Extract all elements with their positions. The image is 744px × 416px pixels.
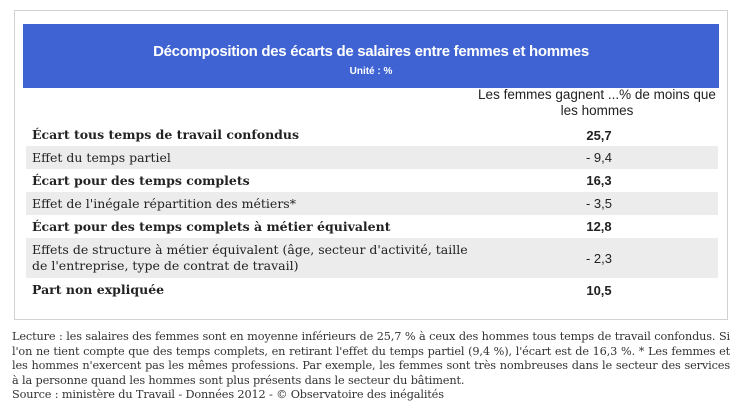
source-line: Source : ministère du Travail - Données 2012 - © Observatoire des inégalités — [12, 388, 444, 401]
table-unit: Unité : % — [349, 66, 393, 77]
row-label: Part non expliquée — [32, 282, 165, 297]
table-row — [26, 278, 718, 302]
row-label: Écart tous temps de travail confondus — [32, 127, 300, 142]
table-row — [26, 124, 718, 146]
table-row — [26, 146, 718, 169]
table-title: Décomposition des écarts de salaires entre femmes et hommes — [153, 43, 589, 60]
table-row — [26, 192, 718, 215]
footnote — [12, 330, 730, 403]
row-value: 25,7 — [586, 127, 612, 143]
row-value: 12,8 — [586, 219, 612, 234]
row-value: - 3,5 — [585, 196, 612, 211]
table-row — [26, 169, 718, 192]
row-label: Effet du temps partiel — [32, 149, 171, 165]
table-row — [26, 215, 718, 238]
row-label: Écart pour des temps complets à métier équivalent — [32, 218, 391, 234]
table-header — [23, 24, 719, 88]
reading-note: Lecture : les salaires des femmes sont en moyenne inférieurs de 25,7 % à ceux des hommes tous temps de travail confondus. Si l'on ne tient compte que des temps complets, en retirant l'effet du temps partiel (9,4 %), l'écart est de 16,3 %. * Les femmes et les hommes n'exercent pas les mêmes professions. Par exemple, les femmes sont très nombreuses dans le secteur des services à la personne quand les hommes sont plus présents dans le secteur du bâtiment. — [12, 330, 730, 387]
row-label: Effets de structure à métier équivalent (âge, secteur d'activité, taille de l'entreprise, type de contrat de travail) — [32, 242, 468, 273]
table-row — [26, 238, 718, 278]
row-value: - 2,3 — [585, 250, 612, 266]
row-label: Effet de l'inégale répartition des métiers* — [32, 195, 296, 211]
row-value: 10,5 — [586, 282, 612, 298]
row-value: - 9,4 — [585, 150, 612, 165]
table-card — [14, 10, 728, 320]
column-header: Les femmes gagnent ...% de moins que les hommes — [478, 87, 716, 118]
row-label: Écart pour des temps complets — [32, 172, 250, 188]
row-value: 16,3 — [586, 173, 612, 188]
